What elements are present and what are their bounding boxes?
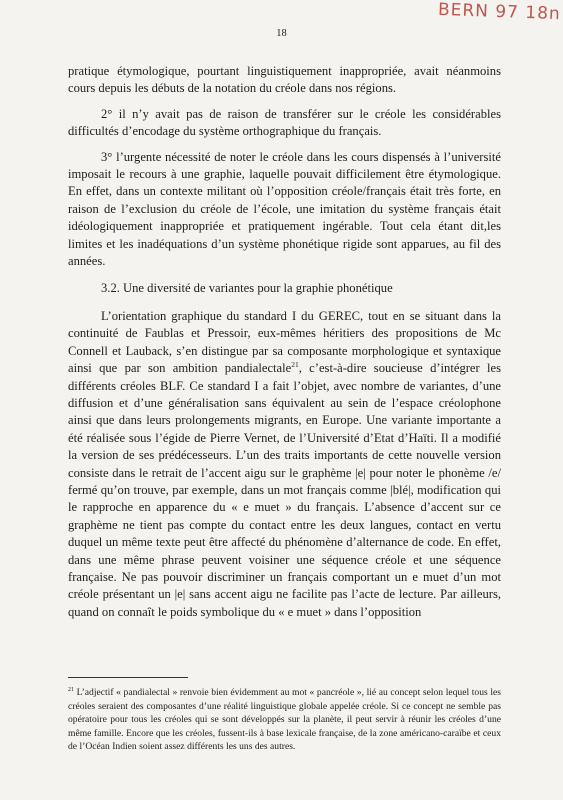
paragraph-4-part-2: , c’est-à-dire soucieuse d’intégrer les différents créoles BLF. Ce standard I a fait l’objet, avec nombre de variantes, d’une diffusion et d’une généralisation sans équivalent au sein de l’espace créolophone ainsi que dans leurs prolongements migrants, en Europe. Une variante importante a été réalisée sous l’égide de Pierre Vernet, de l’Université d’Etat d’Haïti. Il a modifié la version de ses prédécesseurs. L’un des traits importants de cette nouvelle version consiste dans le retrait de l’accent aigu sur le graphème |e| pour noter le phonème /e/ fermé qu’on trouve, par exemple, dans un mot français comme |blé|, modification qui le rapproche en apparence du « e muet » du français. L’absence d’accent sur ce graphème ne tient pas compte du contact entre les deux langues, contact en vertu duquel un même texte peut être affecté du phénomène d’alternance de code. En effet, dans une même phrase peuvent voisiner une séquence créole et une séquence française. Ne pas pouvoir discriminer un français comportant un e muet d’un mot créole présentant un |e| sans accent aigu ne facilite pas l’acte de lecture. Par ailleurs, quand on connaît le poids symbolique du « e muet » dans l’opposition [68,361,502,619]
body-text [68,63,501,621]
paragraph-2: 2° il n’y avait pas de raison de transférer sur le créole les considérables difficultés d’encodage du système orthographique du français. [68,106,501,139]
handwritten-annotation: BERN 97 18n [437,0,562,25]
paragraph-4 [68,308,501,621]
page-number: 18 [276,28,287,39]
footnote-text: L’adjectif « pandialectal » renvoie bien évidemment au mot « pancréole », lié au concept selon lequel tous les créoles seraient des composantes d’une réalité linguistique globale appelée créole. Si ce concept ne semble pas opératoire pour tous les créoles qui se sont développés sur la planète, il peut servir à réunir les créoles d’une même famille. Encore que les créoles, fussent-ils à base lexicale française, de la zone américano-caraïbe et ceux de l’Océan Indien soient assez différents les uns des autres. [68,687,501,753]
footnote-separator [68,677,188,678]
section-title: Une diversité de variantes pour la graphie phonétique [119,281,393,296]
footnote-reference[interactable]: 21 [291,359,299,369]
footnote [68,686,501,754]
section-heading [68,280,501,297]
paragraph-3: 3° l’urgente nécessité de noter le créole dans les cours dispensés à l’université imposait le recours à une graphie, laquelle pouvait difficilement être étymologique. En effet, dans un contexte militant où l’opposition créole/français était très forte, en raison de l’exclusion du créole de l’école, une imitation du système français était idéologiquement inappropriée et pratiquement ingérable. Tout cela étant dit,les limites et les inadéquations d’un système phonétique rigide sont apparues, au fil des années. [68,149,501,269]
footnote-number: 21 [68,686,74,693]
section-number: 3.2. [101,281,120,296]
paragraph-4-part-1: L’orientation graphique du standard I du GEREC, tout en se situant dans la continuité de Faublas et Pressoir, eux-mêmes héritiers des propositions de Mc Connell et Lauback, s’en distingue par sa composante morphologique et syntaxique ainsi que par son ambition pandialectale [68,308,501,376]
paragraph-1: pratique étymologique, pourtant linguistiquement inappropriée, avait néanmoins cours depuis les débuts de la notation du créole dans nos régions. [68,64,501,96]
